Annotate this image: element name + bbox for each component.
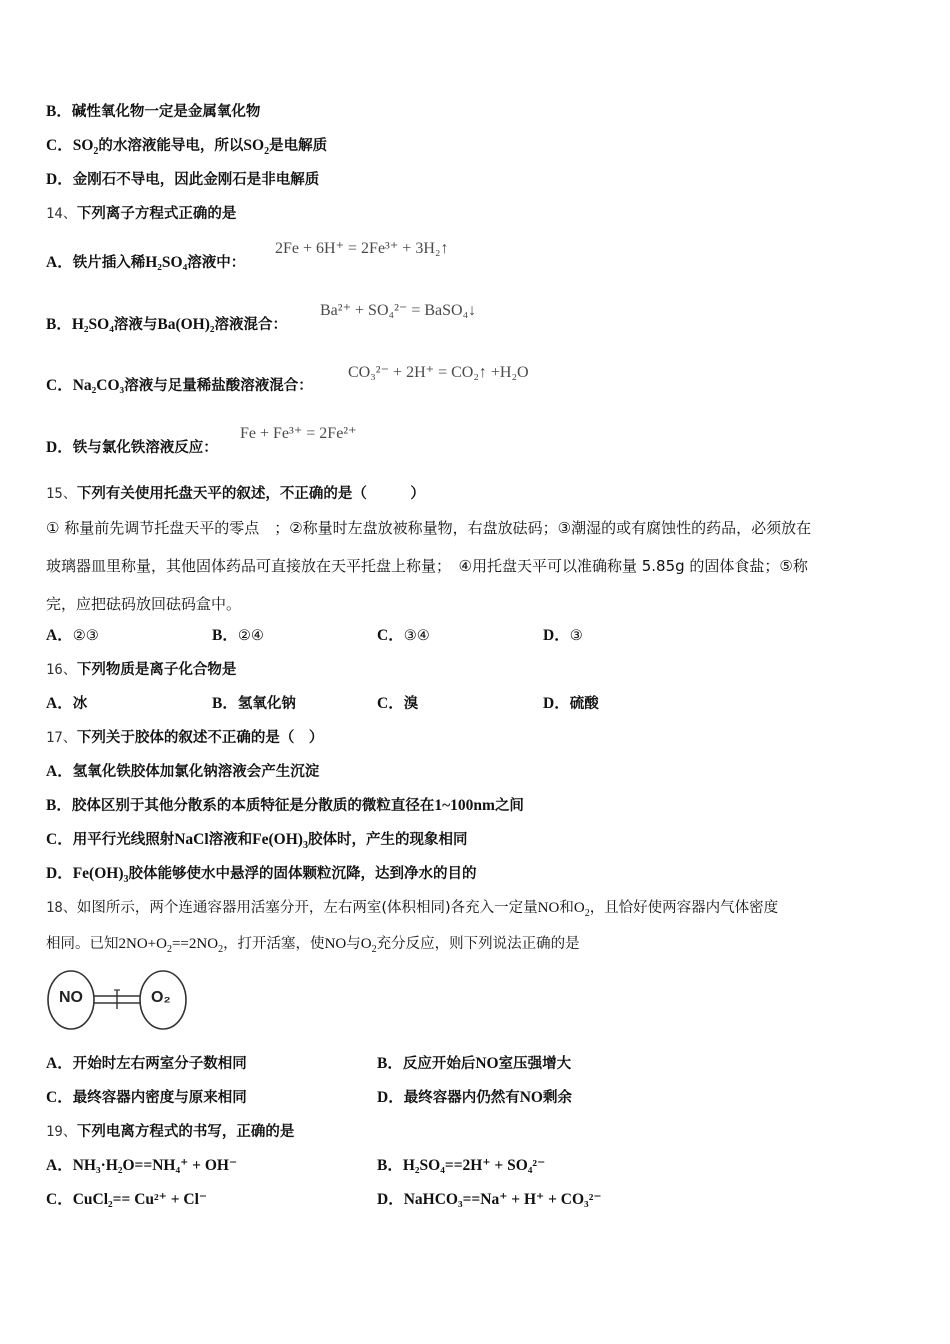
option-letter: A． <box>46 695 73 712</box>
q15-stem <box>46 484 425 504</box>
q15-body-line3: 完，应把砝码放回砝码盒中。 <box>46 595 242 613</box>
q18-option-a <box>46 1054 247 1074</box>
option-letter: D． <box>377 1191 404 1208</box>
option-text: 胶体能够使水中悬浮的固体颗粒沉降，达到净水的目的 <box>128 866 477 882</box>
option-text: 开始时左右两室分子数相同 <box>72 1056 247 1072</box>
diagram-label-o2: O₂ <box>151 989 171 1006</box>
formula: NaCl <box>174 831 209 848</box>
subscript: 2 <box>218 944 224 955</box>
subscript: 3 <box>123 874 129 886</box>
option-letter: B． <box>377 1157 403 1174</box>
question-stem: 下列关于胶体的叙述不正确的是（ ） <box>76 730 324 746</box>
question-number: 19、 <box>46 1124 77 1140</box>
question-stem: ，打开活塞，使 <box>223 936 325 952</box>
formula: NO <box>519 1089 543 1106</box>
question-stem: 相同。已知 <box>46 936 119 952</box>
option-text: 铁片插入稀 <box>72 255 146 271</box>
q15-option-d <box>543 626 583 646</box>
formula: O <box>573 900 585 916</box>
q14-equation-d: Fe + Fe³⁺ = 2Fe²⁺ <box>240 425 357 442</box>
q14-option-c <box>46 376 313 396</box>
q13-option-c <box>46 136 327 156</box>
option-letter: A． <box>46 254 73 271</box>
q15-option-a <box>46 626 99 646</box>
option-text: 室压强增大 <box>498 1056 572 1072</box>
option-text: 胶体时，产生的现象相同 <box>307 832 468 848</box>
formula: ==2NO <box>171 936 219 952</box>
q15-body-line1: ① 称量前先调节托盘天平的零点 ；②称量时左盘放被称量物，右盘放砝码；③潮湿的或有腐蚀性的药品，必须放在 <box>46 519 812 537</box>
q13-option-b <box>46 102 260 122</box>
option-letter: A． <box>46 1157 73 1174</box>
option-text: 溴 <box>403 696 419 712</box>
option-letter: D． <box>543 627 570 644</box>
q16-option-b <box>212 694 296 714</box>
question-stem: 如图所示，两个连通容器用活塞分开，左右两室(体积相同)各充入一定量 <box>76 900 538 916</box>
option-letter: B． <box>377 1055 403 1072</box>
formula: O <box>360 936 372 952</box>
q18-option-c <box>46 1088 247 1108</box>
option-text: 之间 <box>494 798 524 814</box>
option-letter: A． <box>46 1055 73 1072</box>
formula: Na₂CO₃ <box>72 377 125 394</box>
option-letter: C． <box>46 1089 73 1106</box>
q16-stem <box>46 660 236 680</box>
option-text: 的水溶液能导电，所以 <box>98 138 244 154</box>
q16-option-c <box>377 694 418 714</box>
q13-option-d <box>46 170 319 190</box>
question-stem: 与 <box>346 936 361 952</box>
question-stem: 下列有关使用托盘天平的叙述，不正确的是（ ） <box>76 486 425 502</box>
equation: CuCl₂== Cu²⁺ + Cl⁻ <box>72 1191 208 1208</box>
q14-equation-a: 2Fe + 6H⁺ = 2Fe³⁺ + 3H₂↑ <box>275 240 449 257</box>
option-letter: B． <box>212 695 238 712</box>
option-text: 溶液中： <box>187 255 246 271</box>
option-text: 溶液和 <box>208 832 253 848</box>
option-letter: A． <box>46 763 73 780</box>
q17-option-b <box>46 796 524 816</box>
question-stem: 和 <box>559 900 574 916</box>
option-text: 是电解质 <box>269 138 328 154</box>
option-text: ②③ <box>72 628 99 644</box>
subscript: 2 <box>93 146 99 158</box>
q17-stem <box>46 728 323 748</box>
option-letter: C． <box>377 627 404 644</box>
option-text: 铁与氯化铁溶液反应： <box>72 440 218 456</box>
question-stem: 下列物质是离子化合物是 <box>76 662 237 678</box>
equation: H₂SO₄==2H⁺ + SO₄²⁻ <box>402 1157 546 1174</box>
option-letter: D． <box>46 171 73 188</box>
option-letter: C． <box>377 695 404 712</box>
option-text: 硫酸 <box>569 696 599 712</box>
question-stem: 下列电离方程式的书写，正确的是 <box>76 1124 295 1140</box>
question-stem: 下列离子方程式正确的是 <box>76 206 237 222</box>
formula: Fe(OH) <box>252 831 303 848</box>
formula: NO <box>537 900 560 916</box>
question-stem: ，且恰好使两容器内气体密度 <box>589 900 779 916</box>
question-number: 14、 <box>46 206 77 222</box>
option-letter: C． <box>46 137 73 154</box>
q19-option-a <box>46 1156 237 1176</box>
q14-option-d <box>46 438 218 458</box>
q15-option-b <box>212 626 264 646</box>
formula: NO <box>475 1055 499 1072</box>
subscript: 2 <box>584 908 590 919</box>
q15-option-c <box>377 626 430 646</box>
option-text: 剩余 <box>542 1090 572 1106</box>
subscript: 2 <box>371 944 377 955</box>
formula: 2NO+O <box>118 936 167 952</box>
formula: SO <box>243 137 265 154</box>
formula: H₂SO₄ <box>71 316 114 333</box>
equation: NH₃·H₂O==NH₄⁺ + OH⁻ <box>72 1157 238 1174</box>
q17-option-c <box>46 830 467 850</box>
option-letter: A． <box>46 627 73 644</box>
q18-option-b <box>377 1054 571 1074</box>
question-stem: 充分反应，则下列说法正确的是 <box>376 936 580 952</box>
q19-option-d <box>377 1190 602 1210</box>
formula: SO <box>72 137 94 154</box>
q18-stem-line1 <box>46 898 778 918</box>
q16-option-a <box>46 694 87 714</box>
q17-option-a <box>46 762 319 782</box>
option-text: ③ <box>569 628 583 644</box>
option-letter: D． <box>377 1089 404 1106</box>
option-letter: C． <box>46 831 73 848</box>
option-letter: D． <box>46 439 73 456</box>
q14-equation-c: CO₃²⁻ + 2H⁺ = CO₂↑ +H₂O <box>348 364 529 381</box>
equation: NaHCO₃==Na⁺ + H⁺ + CO₃²⁻ <box>403 1191 602 1208</box>
q15-body-line2: 玻璃器皿里称量，其他固体药品可直接放在天平托盘上称量； ④用托盘天平可以准确称量 5.85g 的固体食盐；⑤称 <box>46 557 808 575</box>
connected-containers-diagram <box>46 968 188 1032</box>
option-letter: B． <box>46 103 72 120</box>
option-text: ③④ <box>403 628 430 644</box>
option-text: 胶体区别于其他分散系的本质特征是分散质的微粒直径在 <box>71 798 435 814</box>
option-text: 最终容器内仍然有 <box>403 1090 520 1106</box>
q14-equation-b: Ba²⁺ + SO₄²⁻ = BaSO₄↓ <box>320 302 477 319</box>
option-text: 碱性氧化物一定是金属氧化物 <box>71 104 261 120</box>
formula: NO <box>324 936 347 952</box>
question-number: 16、 <box>46 662 77 678</box>
formula: Ba(OH)₂ <box>157 316 215 333</box>
q19-stem <box>46 1122 294 1142</box>
option-letter: B． <box>46 797 72 814</box>
subscript: 3 <box>302 840 308 852</box>
option-text: 氢氧化铁胶体加氯化钠溶液会产生沉淀 <box>72 764 320 780</box>
question-number: 15、 <box>46 486 77 502</box>
option-text: 溶液与 <box>113 317 158 333</box>
q18-option-d <box>377 1088 572 1108</box>
formula: H₂SO₄ <box>145 254 188 271</box>
subscript: 2 <box>166 944 172 955</box>
range-value: 1~100nm <box>434 797 495 814</box>
option-text: 冰 <box>72 696 88 712</box>
option-text: 氢氧化钠 <box>237 696 296 712</box>
q14-option-b <box>46 315 287 335</box>
option-text: 最终容器内密度与原来相同 <box>72 1090 247 1106</box>
option-text: 溶液与足量稀盐酸溶液混合： <box>124 378 313 394</box>
option-text: 溶液混合： <box>214 317 288 333</box>
q19-option-c <box>46 1190 207 1210</box>
q14-option-a <box>46 253 245 273</box>
option-text: 金刚石不导电，因此金刚石是非电解质 <box>72 172 320 188</box>
q18-stem-line2 <box>46 934 580 954</box>
option-letter: B． <box>46 316 72 333</box>
question-number: 17、 <box>46 730 77 746</box>
option-letter: D． <box>543 695 570 712</box>
formula: Fe(OH) <box>72 865 124 882</box>
q14-stem <box>46 204 236 224</box>
option-letter: D． <box>46 865 73 882</box>
q16-option-d <box>543 694 599 714</box>
option-text: 反应开始后 <box>402 1056 476 1072</box>
q17-option-d <box>46 864 477 884</box>
option-letter: C． <box>46 1191 73 1208</box>
option-letter: C． <box>46 377 73 394</box>
diagram-label-no: NO <box>59 989 83 1006</box>
option-text: ②④ <box>237 628 264 644</box>
subscript: 2 <box>264 146 270 158</box>
option-letter: B． <box>212 627 238 644</box>
option-text: 用平行光线照射 <box>72 832 175 848</box>
q19-option-b <box>377 1156 545 1176</box>
question-number: 18、 <box>46 900 77 916</box>
